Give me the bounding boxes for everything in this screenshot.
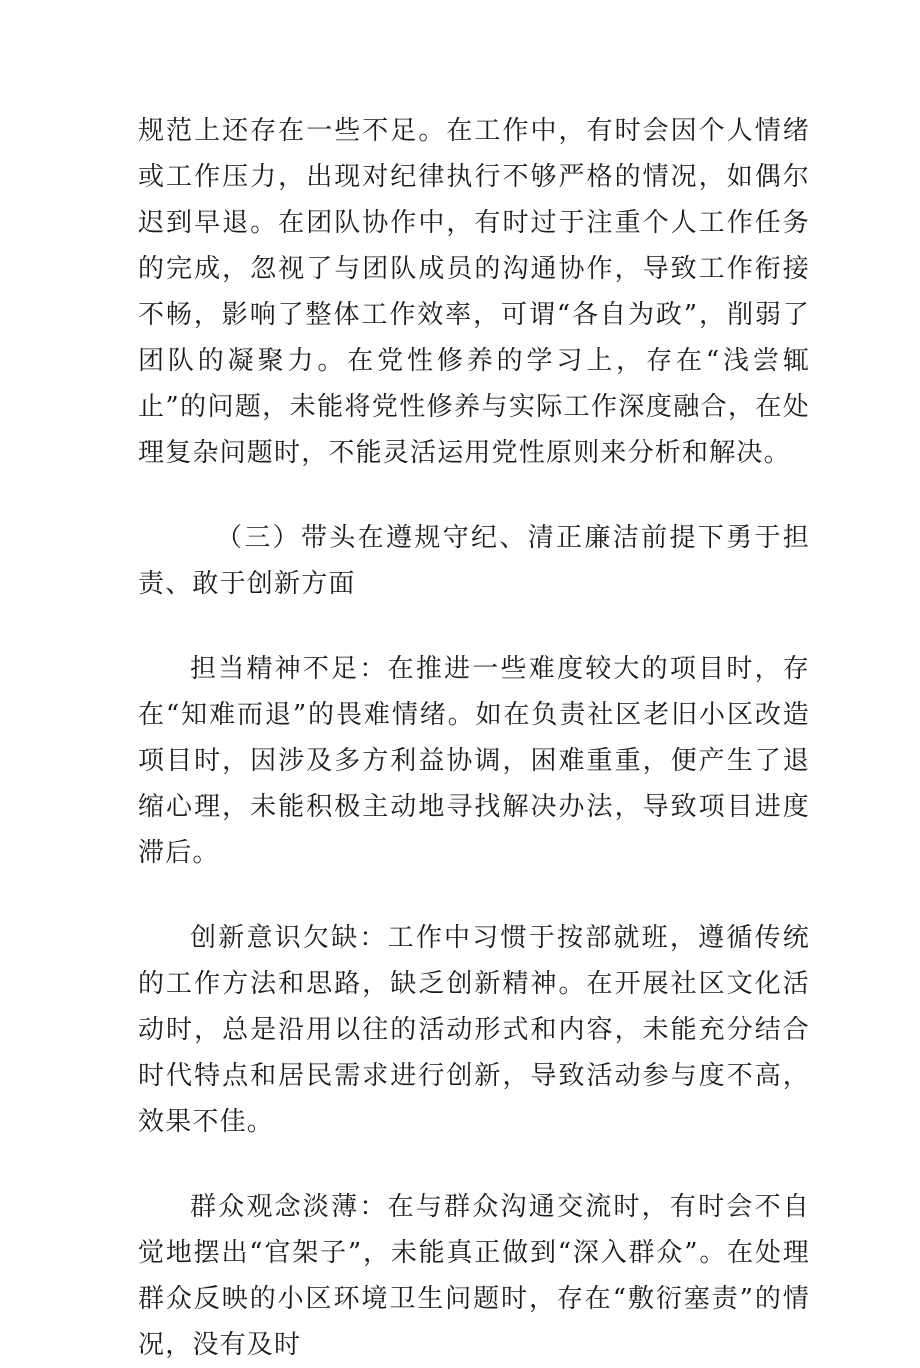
paragraph-responsibility: 担当精神不足：在推进一些难度较大的项目时，存在“知难而退”的畏难情绪。如在负责社区老旧小区改造项目时，因涉及多方利益协调，困难重重，便产生了退缩心理，未能积极主动地寻找解决办法，导致项目进度滞后。 — [138, 654, 810, 868]
paragraph-gap — [138, 1145, 810, 1184]
paragraph-gap — [138, 476, 810, 515]
paragraph-gap — [138, 607, 810, 646]
paragraph-masses: 群众观念淡薄：在与群众沟通交流时，有时会不自觉地摆出“官架子”，未能真正做到“深入群众”。在处理群众反映的小区环境卫生问题时，存在“敷衍塞责”的情况，没有及时 — [138, 1192, 810, 1360]
document-body — [138, 108, 810, 1368]
section-heading: （三）带头在遵规守纪、清正廉洁前提下勇于担责、敢于创新方面 — [138, 523, 810, 599]
paragraph-gap — [138, 876, 810, 915]
paragraph-continuation: 规范上还存在一些不足。在工作中，有时会因个人情绪或工作压力，出现对纪律执行不够严格的情况，如偶尔迟到早退。在团队协作中，有时过于注重个人工作任务的完成，忽视了与团队成员的沟通协作，导致工作衔接不畅，影响了整体工作效率，可谓“各自为政”，削弱了团队的凝聚力。在党性修养的学习上，存在“浅尝辄止”的问题，未能将党性修养与实际工作深度融合，在处理复杂问题时，不能灵活运用党性原则来分析和解决。 — [138, 116, 810, 468]
paragraph-innovation: 创新意识欠缺：工作中习惯于按部就班，遵循传统的工作方法和思路，缺乏创新精神。在开展社区文化活动时，总是沿用以往的活动形式和内容，未能充分结合时代特点和居民需求进行创新，导致活动参与度不高，效果不佳。 — [138, 923, 810, 1137]
